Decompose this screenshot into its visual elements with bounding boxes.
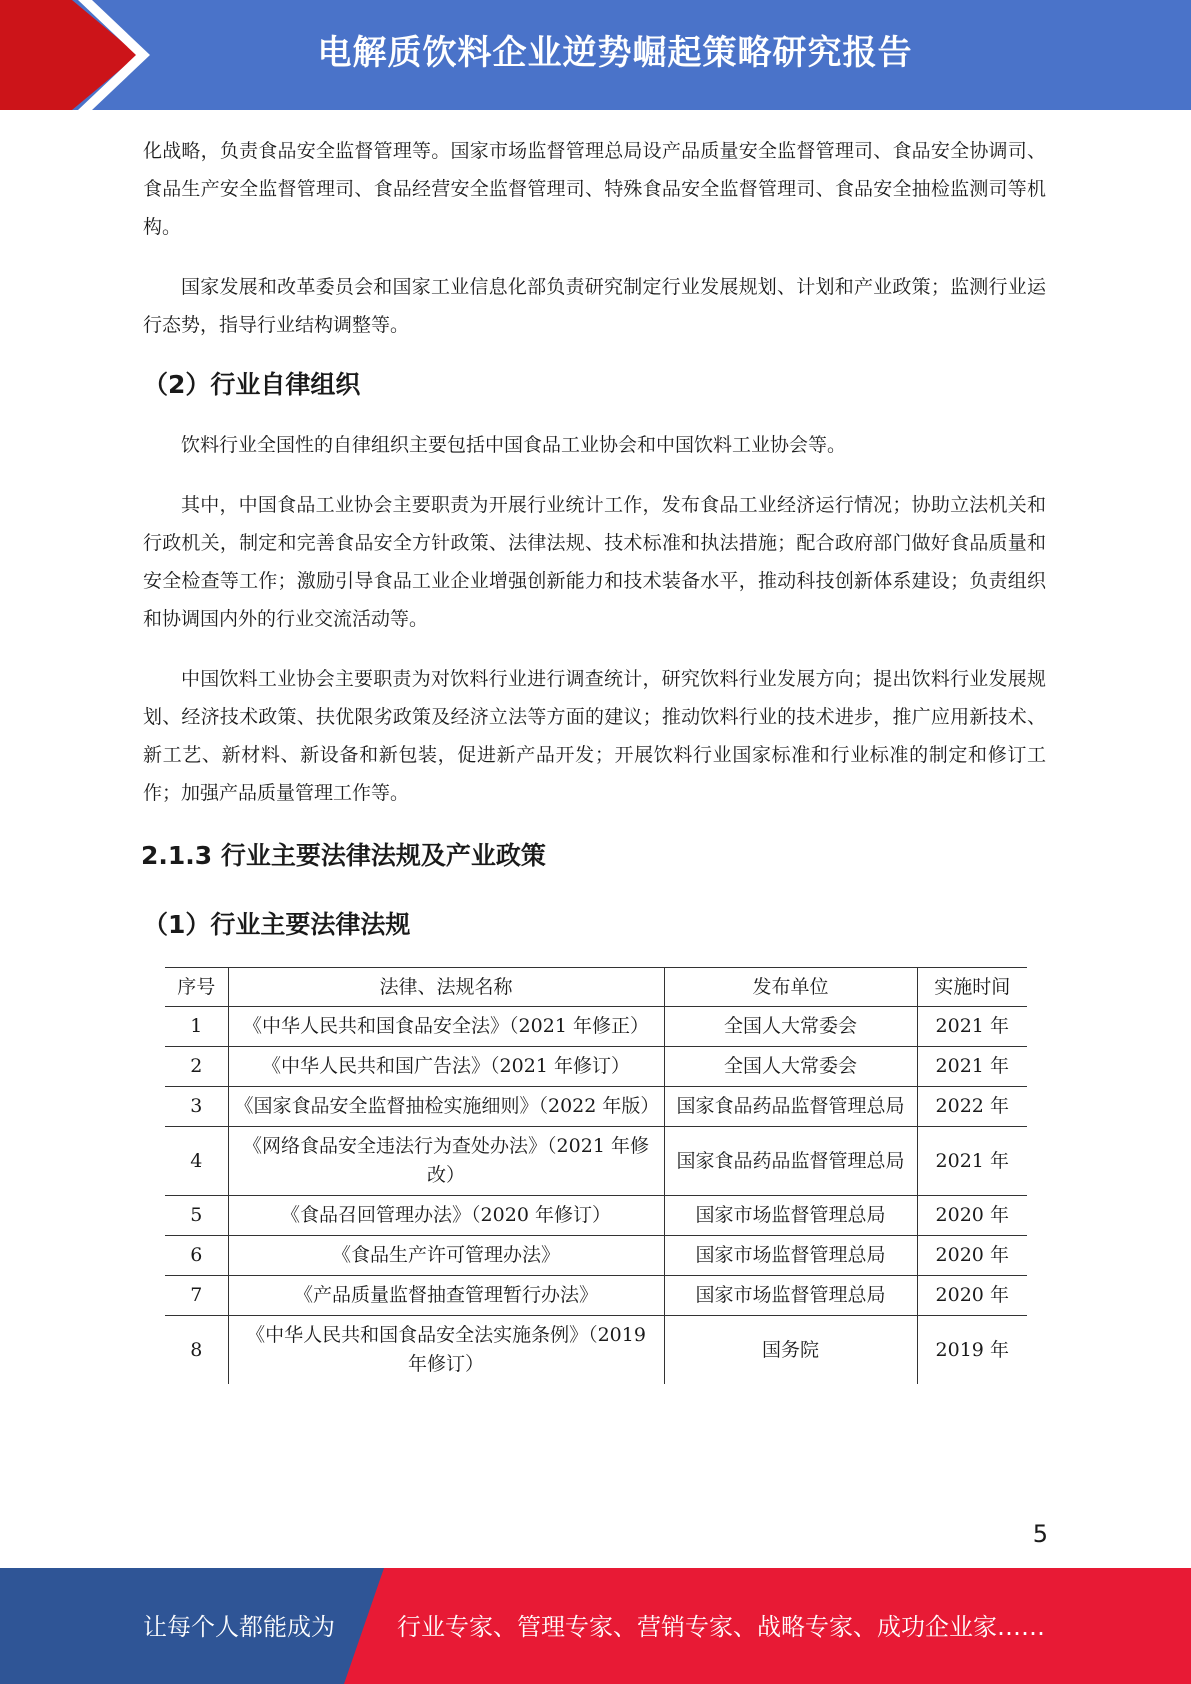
paragraph-beverage-industry-association: 中国饮料工业协会主要职责为对饮料行业进行调查统计，研究饮料行业发展方向；提出饮料行业发展规划、经济技术政策、扶优限劣政策及经济立法等方面的建议；推动饮料行业的技术进步，推广应用新技术、新工艺、新材料、新设备和新包装，促进新产品开发；开展饮料行业国家标准和行业标准的制定和修订工作；加强产品质量管理工作等。 [143, 668, 1046, 804]
cell-effective-date: 2020 年 [917, 1196, 1027, 1236]
table-row [165, 1127, 1027, 1196]
cell-effective-date: 2022 年 [917, 1087, 1027, 1127]
table-row [165, 1087, 1027, 1127]
cell-effective-date: 2020 年 [917, 1236, 1027, 1276]
cell-issuer: 国家市场监督管理总局 [664, 1236, 917, 1276]
cell-effective-date: 2019 年 [917, 1316, 1027, 1385]
header-cell-issuer: 发布单位 [664, 968, 917, 1007]
cell-effective-date: 2020 年 [917, 1276, 1027, 1316]
report-title: 电解质饮料企业逆势崛起策略研究报告 [317, 33, 913, 73]
heading-laws: （1）行业主要法律法规 [143, 910, 411, 939]
cell-issuer: 国家食品药品监督管理总局 [664, 1127, 917, 1196]
table-header-row [165, 968, 1027, 1007]
footer-slogan-right: 行业专家、管理专家、营销专家、战略专家、成功企业家…… [397, 1613, 1045, 1641]
cell-issuer: 国家市场监督管理总局 [664, 1196, 917, 1236]
laws-table [165, 967, 1027, 1384]
section-title: 2.1.3 行业主要法律法规及产业政策 [141, 841, 546, 870]
header-cell-effective-date: 实施时间 [917, 968, 1027, 1007]
page-footer [0, 1568, 1191, 1684]
cell-issuer: 国家市场监督管理总局 [664, 1276, 917, 1316]
cell-index: 6 [165, 1236, 228, 1276]
cell-issuer: 全国人大常委会 [664, 1007, 917, 1047]
cell-index: 7 [165, 1276, 228, 1316]
cell-law-name: 《食品召回管理办法》（2020 年修订） [228, 1196, 664, 1236]
cell-law-name: 《国家食品安全监督抽检实施细则》（2022 年版） [228, 1087, 664, 1127]
cell-index: 3 [165, 1087, 228, 1127]
cell-effective-date: 2021 年 [917, 1047, 1027, 1087]
footer-slogan-left: 让每个人都能成为 [143, 1613, 335, 1641]
cell-issuer: 全国人大常委会 [664, 1047, 917, 1087]
cell-issuer: 国家食品药品监督管理总局 [664, 1087, 917, 1127]
cell-effective-date: 2021 年 [917, 1127, 1027, 1196]
cell-law-name: 《中华人民共和国食品安全法》（2021 年修正） [228, 1007, 664, 1047]
paragraph-self-regulatory-orgs: 饮料行业全国性的自律组织主要包括中国食品工业协会和中国饮料工业协会等。 [181, 434, 847, 456]
table-row [165, 1276, 1027, 1316]
cell-index: 1 [165, 1007, 228, 1047]
cell-law-name: 《中华人民共和国食品安全法实施条例》（2019 年修订） [228, 1316, 664, 1385]
paragraph-food-industry-association: 其中，中国食品工业协会主要职责为开展行业统计工作，发布食品工业经济运行情况；协助立法机关和行政机关，制定和完善食品安全方针政策、法律法规、技术标准和执法措施；配合政府部门做好食品质量和安全检查等工作；激励引导食品工业企业增强创新能力和技术装备水平，推动科技创新体系建设；负责组织和协调国内外的行业交流活动等。 [143, 494, 1046, 630]
paragraph-regulators: 化战略，负责食品安全监督管理等。国家市场监督管理总局设产品质量安全监督管理司、食品安全协调司、食品生产安全监督管理司、食品经营安全监督管理司、特殊食品安全监督管理司、食品安全抽检监测司等机构。 [143, 140, 1046, 238]
table-row [165, 1236, 1027, 1276]
cell-law-name: 《产品质量监督抽查管理暂行办法》 [228, 1276, 664, 1316]
cell-index: 8 [165, 1316, 228, 1385]
table-row [165, 1196, 1027, 1236]
cell-index: 5 [165, 1196, 228, 1236]
page-header [0, 0, 1191, 110]
header-red-chevron [0, 0, 150, 110]
cell-effective-date: 2021 年 [917, 1007, 1027, 1047]
cell-index: 2 [165, 1047, 228, 1087]
cell-law-name: 《食品生产许可管理办法》 [228, 1236, 664, 1276]
table-row [165, 1316, 1027, 1385]
cell-law-name: 《中华人民共和国广告法》（2021 年修订） [228, 1047, 664, 1087]
cell-law-name: 《网络食品安全违法行为查处办法》（2021 年修改） [228, 1127, 664, 1196]
paragraph-ndrc: 国家发展和改革委员会和国家工业信息化部负责研究制定行业发展规划、计划和产业政策；监测行业运行态势，指导行业结构调整等。 [143, 276, 1046, 336]
header-cell-law-name: 法律、法规名称 [228, 968, 664, 1007]
page-number: 5 [1032, 1520, 1048, 1548]
heading-self-regulation: （2）行业自律组织 [143, 370, 361, 399]
cell-index: 4 [165, 1127, 228, 1196]
cell-issuer: 国务院 [664, 1316, 917, 1385]
table-row [165, 1047, 1027, 1087]
header-cell-index: 序号 [165, 968, 228, 1007]
table-row [165, 1007, 1027, 1047]
main-content [143, 132, 1046, 1384]
